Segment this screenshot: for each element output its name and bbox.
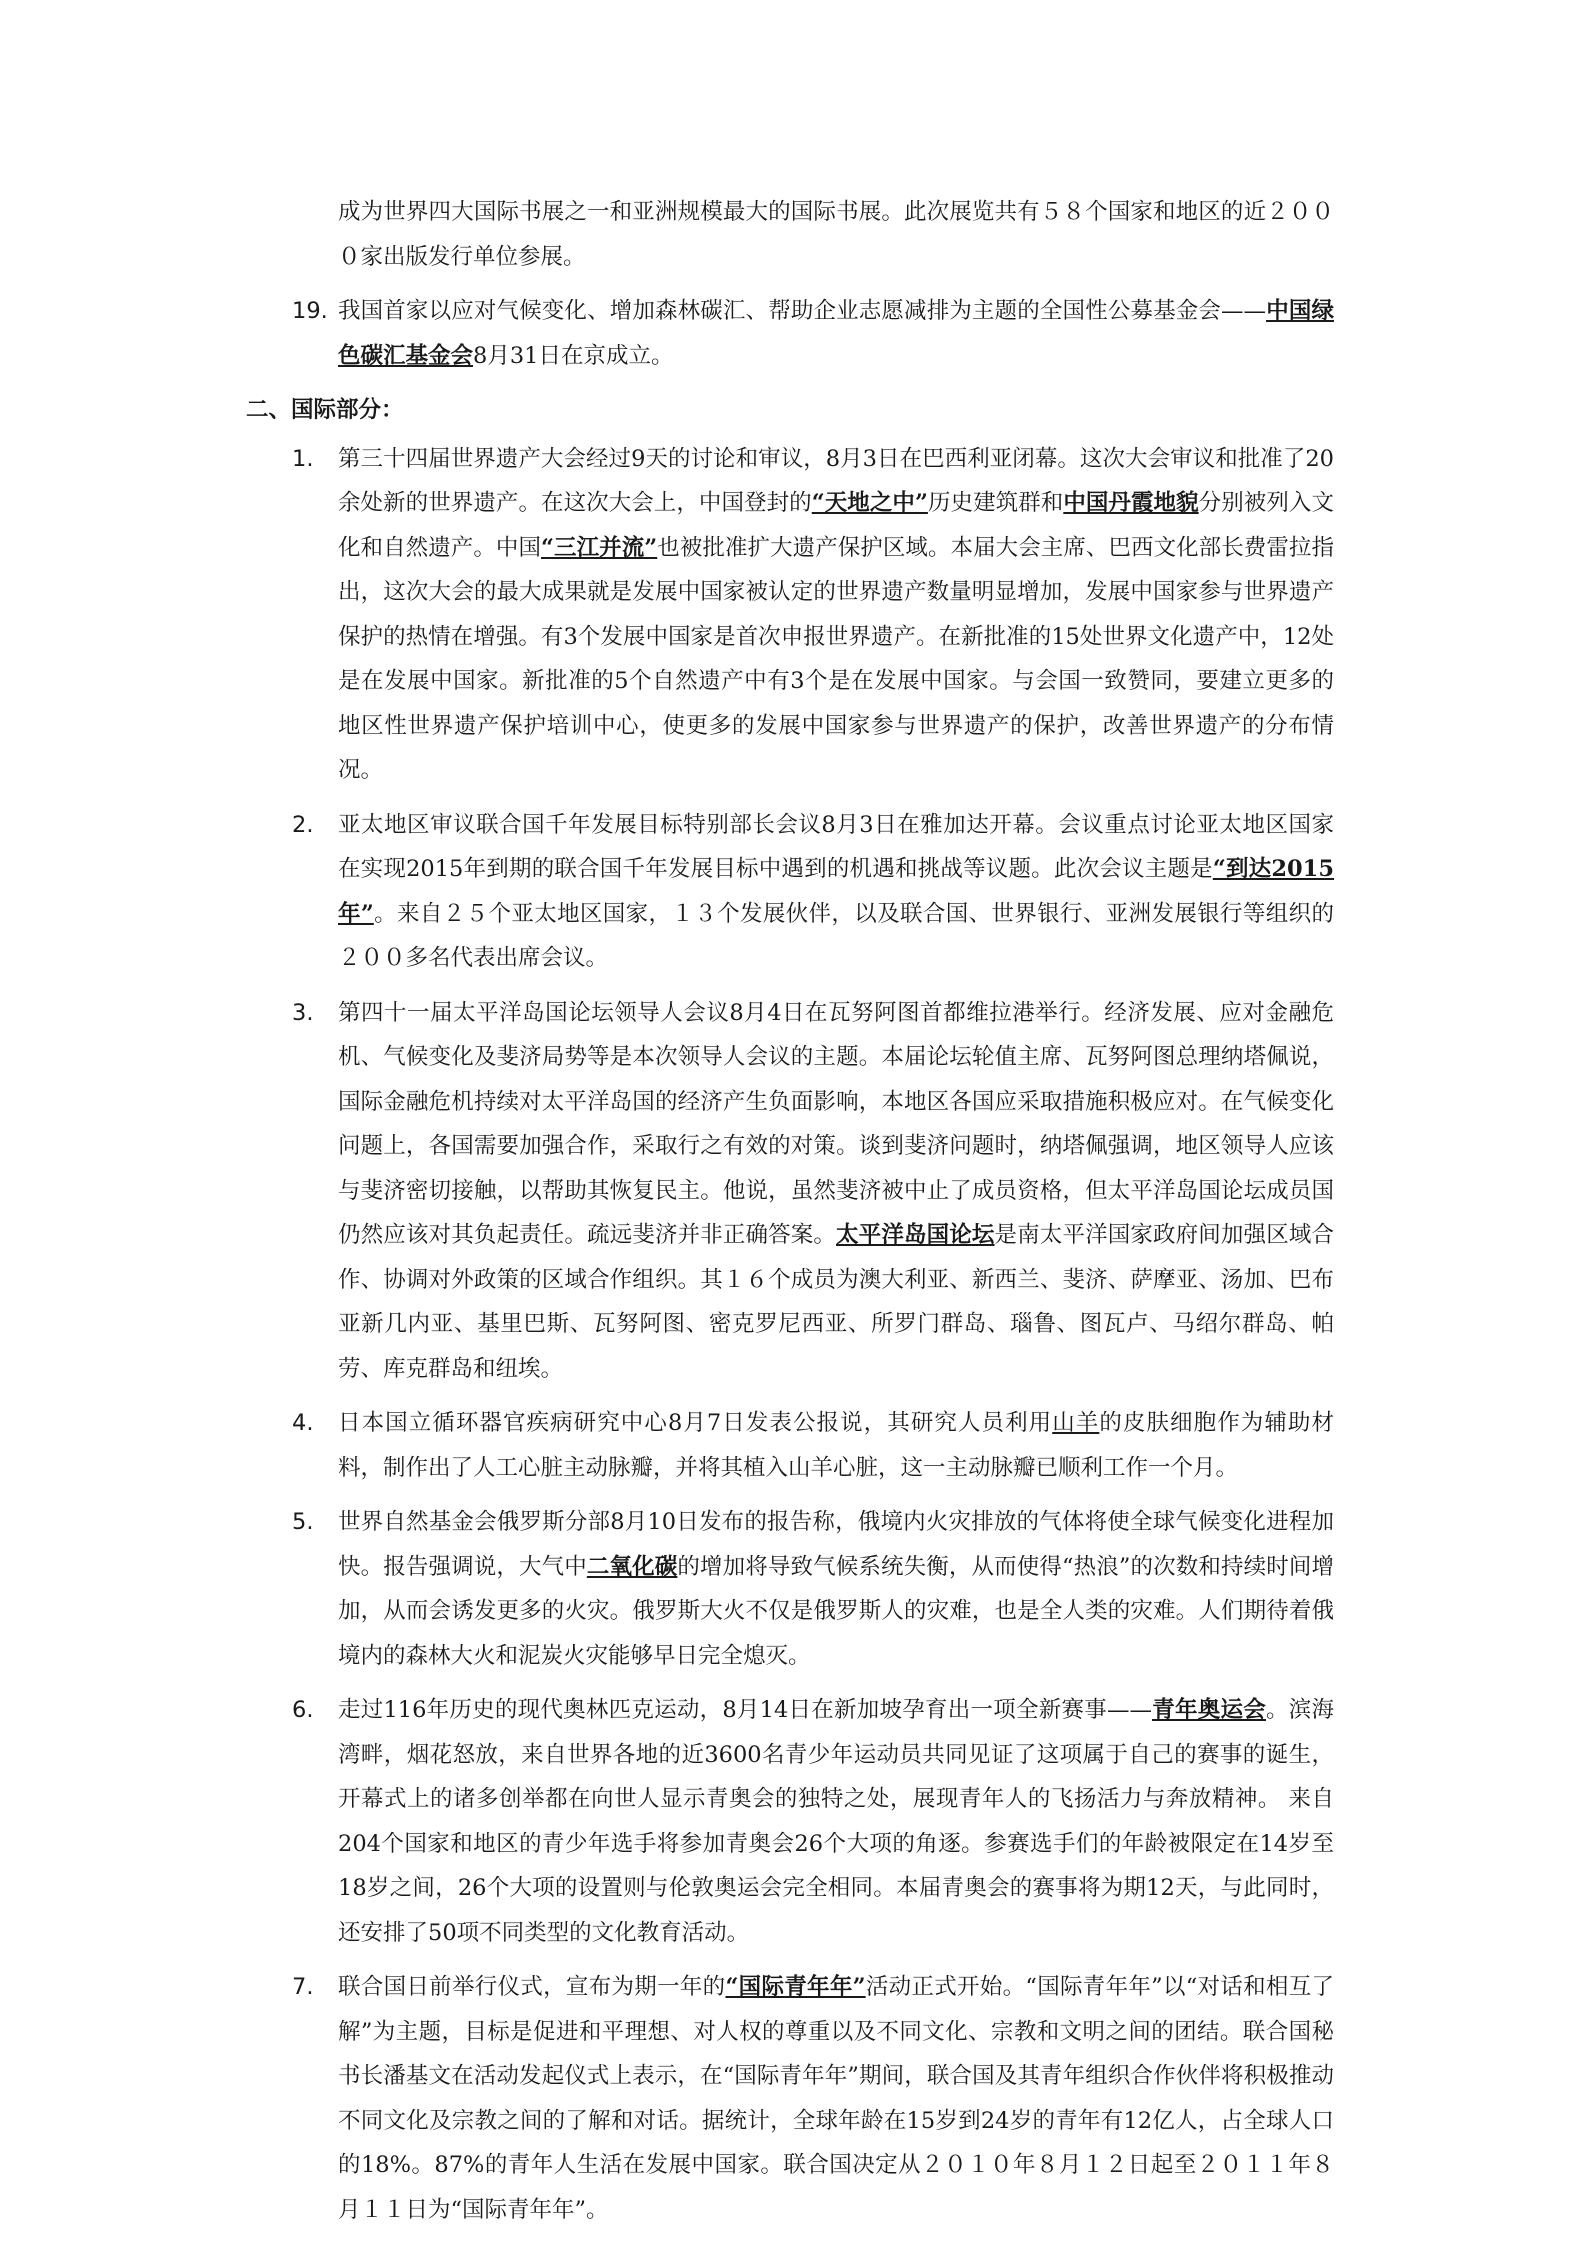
item-number: 2. xyxy=(292,811,314,838)
highlighted-term: 二氧化碳 xyxy=(586,1553,678,1580)
list-item xyxy=(0,1965,1594,2232)
text-run: 分别被列入文化和自然遗产。中国 xyxy=(338,490,1334,561)
list-item xyxy=(0,1500,1594,1678)
text-run: 世界自然基金会俄罗斯分部8月10日发布的报告称，俄境内火灾排放的气体将使全球气候变化进程加快。报告强调说，大气中 xyxy=(338,1509,1334,1580)
item-number: 7. xyxy=(292,1974,314,2000)
list-item xyxy=(0,1688,1594,1955)
item-text xyxy=(338,1500,1334,1678)
text-run: 亚太地区审议联合国千年发展目标特别部长会议8月3日在雅加达开幕。会议重点讨论亚太地区国家在实现2015年到期的联合国千年发展目标中遇到的机遇和挑战等议题。此次会议主题是 xyxy=(338,811,1334,882)
text-run: 走过116年历史的现代奥林匹克运动，8月14日在新加坡孕育出一项全新赛事—— xyxy=(338,1697,1152,1723)
highlighted-term: 青年奥运会 xyxy=(1152,1697,1266,1723)
highlighted-term: “三江并流” xyxy=(541,534,658,561)
list-item xyxy=(0,991,1594,1392)
list-item xyxy=(0,1401,1594,1490)
intro-continuation xyxy=(338,190,1334,279)
item-text xyxy=(338,437,1334,793)
item-number: 3. xyxy=(292,999,314,1026)
item-text xyxy=(338,803,1334,981)
text-run: 活动正式开始。“国际青年年”以“对话和相互了解”为主题，目标是促进和平理想、对人权的尊重以及不同文化、宗教和文明之间的团结。联合国秘书长潘基文在活动发起仪式上表示，在“国际青年年”期间，联合国及其青年组织合作伙伴将积极推动不同文化及宗教之间的了解和对话。据统计，全球年龄在15岁到24岁的青年有12亿人，占全球人口的18%。87%的青年人生活在发展中国家。联合国决定从２０１０年８月１２日起至２０１１年８月１１日为“国际青年年”。 xyxy=(338,1974,1334,2223)
item-text xyxy=(338,289,1334,378)
text-run: 的皮肤细胞作为辅助材料，制作出了人工心脏主动脉瓣，并将其植入山羊心脏，这一主动脉瓣已顺利工作一个月。 xyxy=(338,1410,1334,1481)
highlighted-term: “天地之中” xyxy=(811,490,928,516)
highlighted-term: 中国绿色碳汇基金会 xyxy=(338,298,1334,369)
text-run: 也被批准扩大遗产保护区域。本届大会主席、巴西文化部长费雷拉指出，这次大会的最大成果就是发展中国家被认定的世界遗产数量明显增加，发展中国家参与世界遗产保护的热情在增强。有3个发展中国家是首次申报世界遗产。在新批准的15处世界文化遗产中，12处是在发展中国家。新批准的5个自然遗产中有3个是在发展中国家。与会国一致赞同，要建立更多的地区性世界遗产保护培训中心，使更多的发展中国家参与世界遗产的保护，改善世界遗产的分布情况。 xyxy=(338,534,1334,783)
text-run: 。来自２５个亚太地区国家，１３个发展伙伴，以及联合国、世界银行、亚洲发展银行等组织的２００多名代表出席会议。 xyxy=(338,900,1334,971)
text-run: 我国首家以应对气候变化、增加森林碳汇、帮助企业志愿减排为主题的全国性公募基金会—— xyxy=(338,298,1267,324)
item-number: 6. xyxy=(292,1697,314,1723)
item-text xyxy=(338,1965,1334,2232)
section-title: 二、国际部分： xyxy=(246,397,404,423)
highlighted-term: “到达2015年” xyxy=(338,856,1334,927)
text-run: 第三十四届世界遗产大会经过9天的讨论和审议，8月3日在巴西利亚闭幕。这次大会审议和批准了20余处新的世界遗产。在这次大会上，中国登封的 xyxy=(338,445,1334,516)
international-list xyxy=(0,437,1594,2233)
item-text xyxy=(338,1688,1334,1955)
item-number: 19. xyxy=(292,298,328,324)
item-number: 1. xyxy=(292,445,314,472)
item-text xyxy=(338,991,1334,1392)
text-run: 。滨海湾畔，烟花怒放，来自世界各地的近3600名青少年运动员共同见证了这项属于自己的赛事的诞生，开幕式上的诸多创举都在向世人显示青奥会的独特之处，展现青年人的飞扬活力与奔放精神。 来自204个国家和地区的青少年选手将参加青奥会26个大项的角逐。参赛选手们的年龄被限定在14岁至18岁之间，26个大项的设置则与伦敦奥运会完全相同。本届青奥会的赛事将为期12天，与此同时，还安排了50项不同类型的文化教育活动。 xyxy=(338,1697,1334,1946)
item-text xyxy=(338,1401,1334,1490)
text-run: 8月31日在京成立。 xyxy=(473,342,674,369)
page-content xyxy=(0,190,1594,2242)
text-run: 第四十一届太平洋岛国论坛领导人会议8月4日在瓦努阿图首都维拉港举行。经济发展、应对金融危机、气候变化及斐济局势等是本次领导人会议的主题。本届论坛轮值主席、瓦努阿图总理纳塔佩说，国际金融危机持续对太平洋岛国的经济产生负面影响，本地区各国应采取措施积极应对。在气候变化问题上，各国需要加强合作，采取行之有效的对策。谈到斐济问题时，纳塔佩强调，地区领导人应该与斐济密切接触，以帮助其恢复民主。他说，虽然斐济被中止了成员资格，但太平洋岛国论坛成员国仍然应该对其负起责任。疏远斐济并非正确答案。 xyxy=(338,999,1334,1248)
text-run: 是南太平洋国家政府间加强区域合作、协调对外政策的区域合作组织。其１６个成员为澳大利亚、新西兰、斐济、萨摩亚、汤加、巴布亚新几内亚、基里巴斯、瓦努阿图、密克罗尼西亚、所罗门群岛、瑙鲁、图瓦卢、马绍尔群岛、帕劳、库克群岛和纽埃。 xyxy=(338,1222,1334,1382)
item-number: 5. xyxy=(292,1509,314,1535)
text-run: 联合国日前举行仪式，宣布为期一年的 xyxy=(338,1974,726,2000)
highlighted-term: 中国丹霞地貌 xyxy=(1063,490,1199,516)
list-item xyxy=(0,437,1594,793)
text-run: 历史建筑群和 xyxy=(927,490,1064,516)
list-item-19 xyxy=(0,289,1594,378)
highlighted-term: “国际青年年” xyxy=(725,1974,866,2000)
highlighted-term: 太平洋岛国论坛 xyxy=(836,1222,995,1248)
text-run: 日本国立循环器官疾病研究中心8月7日发表公报说，其研究人员利用 xyxy=(338,1410,1053,1436)
underlined-term: 山羊 xyxy=(1052,1410,1100,1436)
text-run: 的增加将导致气候系统失衡，从而使得“热浪”的次数和持续时间增加，从而会诱发更多的火灾。俄罗斯大火不仅是俄罗斯人的灾难，也是全人类的灾难。人们期待着俄境内的森林大火和泥炭火灾能够早日完全熄灭。 xyxy=(338,1553,1334,1669)
text-run: 成为世界四大国际书展之一和亚洲规模最大的国际书展。此次展览共有５８个国家和地区的近２０００家出版发行单位参展。 xyxy=(338,199,1334,270)
list-item xyxy=(0,803,1594,981)
item-number: 4. xyxy=(292,1410,314,1436)
